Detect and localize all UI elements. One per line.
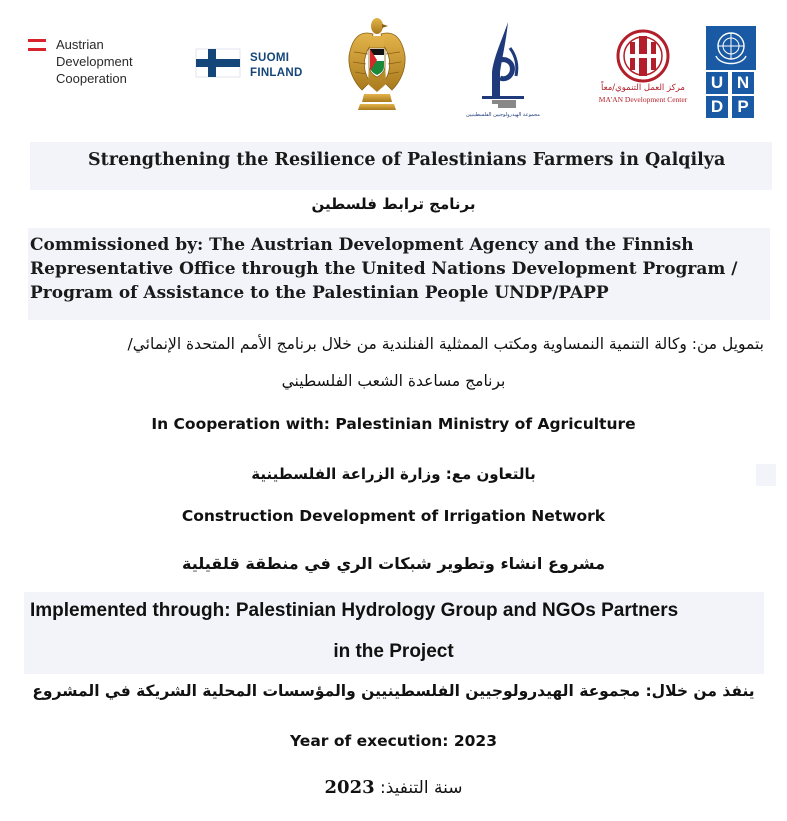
undp-letter-p: P — [732, 96, 754, 118]
commissioned-by-en — [30, 233, 765, 305]
undp-letter-d: D — [706, 96, 728, 118]
ada-logo-line2: Development — [56, 54, 133, 69]
austria-flag-icon — [28, 39, 46, 51]
project-title-en: Strengthening the Resilience of Palestinians Farmers in Qalqilya — [88, 150, 726, 170]
undp-letter-u: U — [706, 72, 728, 94]
construction-ar: مشروع انشاء وتطوير شبكات الري في منطقة قلقيلية — [182, 554, 605, 573]
maan-english-name: MA'AN Development Center — [598, 95, 688, 104]
commissioned-by-ar-line1: بتمويل من: وكالة التنمية النمساوية ومكتب الممثلية الفنلندية من خلال برنامج الأمم المتحدة الإنمائي/ — [127, 335, 764, 353]
undp-logo — [706, 26, 756, 118]
commissioned-by-ar-line2: برنامج مساعدة الشعب الفلسطيني — [281, 372, 506, 390]
year-of-execution-ar — [0, 777, 787, 798]
undp-letter-n: N — [732, 72, 754, 94]
year-ar-value: 2023 — [324, 777, 375, 798]
palestine-eagle-emblem — [346, 12, 408, 120]
commissioned-line3: Program of Assistance to the Palestinian People UNDP/PAPP — [30, 283, 609, 303]
finland-logo-line2: FINLAND — [250, 67, 303, 79]
year-ar-label: سنة التنفيذ: — [380, 778, 463, 798]
implemented-ar: ينفذ من خلال: مجموعة الهيدرولوجيين الفلسطينيين والمؤسسات المحلية الشريكة في المشروع — [32, 682, 755, 700]
ada-logo-line1: Austrian — [56, 37, 104, 52]
cooperation-ar: بالتعاون مع: وزارة الزراعة الفلسطينية — [251, 465, 536, 483]
maan-emblem-icon — [588, 28, 698, 84]
construction-en: Construction Development of Irrigation Network — [181, 507, 606, 525]
project-title-ar: برنامج ترابط فلسطين — [311, 195, 476, 213]
phg-caption: مجموعة الهيدرولوجيين الفلسطينيين — [466, 112, 540, 118]
implemented-line1: Implemented through: Palestinian Hydrology Group and NGOs Partners — [30, 600, 679, 621]
finland-logo-line1: SUOMI — [250, 52, 290, 64]
commissioned-line2: Representative Office through the United Nations Development Program / — [30, 259, 738, 279]
cooperation-en: In Cooperation with: Palestinian Ministry of Agriculture — [151, 415, 636, 433]
palestinian-hydrology-group-logo — [466, 18, 540, 118]
austrian-development-cooperation-logo — [28, 36, 168, 86]
eagle-icon — [346, 12, 408, 120]
year-of-execution-en: Year of execution: 2023 — [290, 732, 497, 750]
un-emblem-icon — [706, 26, 756, 70]
finland-flag-icon — [196, 49, 240, 77]
phg-drop-icon — [466, 18, 540, 118]
maan-development-center-logo — [588, 28, 698, 108]
implemented-line2: in the Project — [333, 641, 454, 662]
suomi-finland-logo — [196, 49, 311, 81]
commissioned-line1: Commissioned by: The Austrian Development Agency and the Finnish — [30, 235, 694, 255]
maan-arabic-name: مركز العمل التنموي/معاً — [601, 83, 685, 93]
ada-logo-line3: Cooperation — [56, 71, 127, 86]
